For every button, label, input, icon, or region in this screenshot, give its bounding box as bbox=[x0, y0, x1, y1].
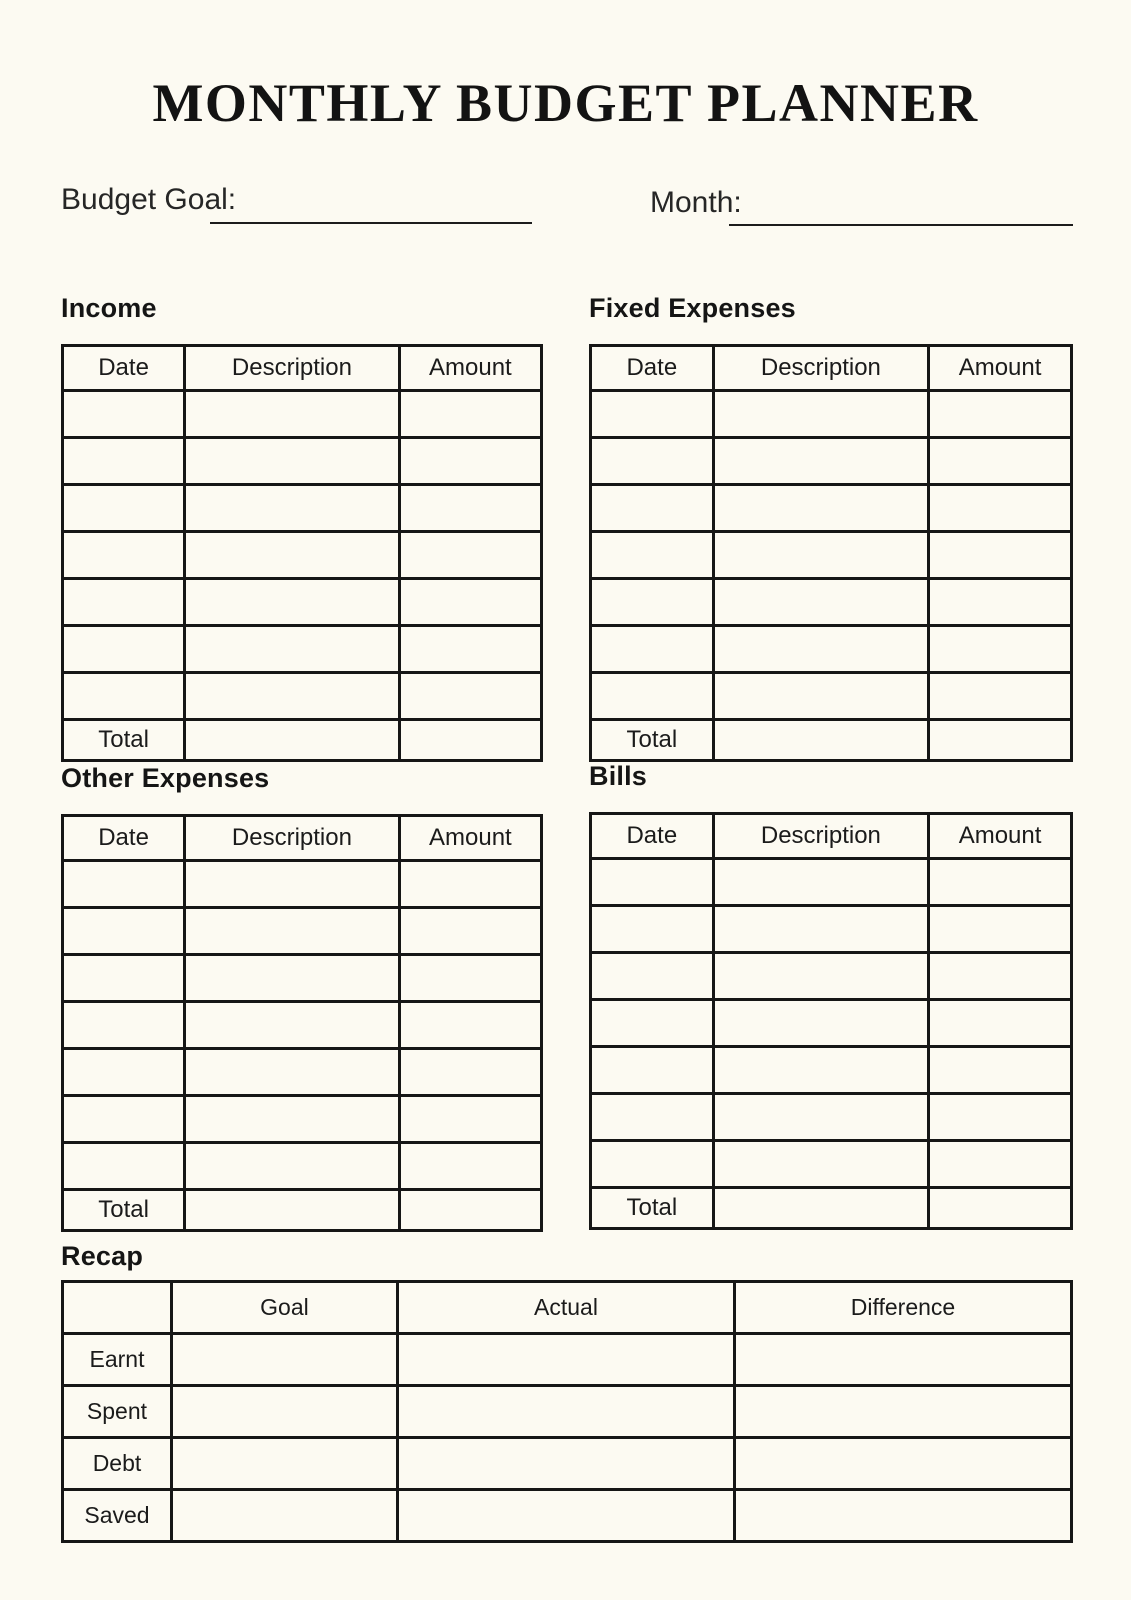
empty-entry-cell[interactable] bbox=[929, 532, 1072, 579]
empty-entry-cell[interactable] bbox=[63, 1002, 185, 1049]
recap-spent-difference-cell[interactable] bbox=[734, 1386, 1071, 1438]
empty-entry-cell[interactable] bbox=[399, 438, 541, 485]
recap-heading: Recap bbox=[61, 1241, 144, 1271]
empty-entry-cell[interactable] bbox=[399, 532, 541, 579]
empty-entry-cell[interactable] bbox=[591, 1141, 714, 1188]
other-expenses-col-description: Description bbox=[185, 816, 400, 861]
bills-section bbox=[589, 760, 1073, 1230]
empty-entry-cell[interactable] bbox=[185, 908, 400, 955]
empty-entry-cell[interactable] bbox=[929, 1141, 1072, 1188]
empty-entry-cell[interactable] bbox=[929, 953, 1072, 1000]
recap-row-earnt-label: Earnt bbox=[63, 1334, 172, 1386]
empty-entry-cell[interactable] bbox=[185, 1002, 400, 1049]
empty-entry-row bbox=[63, 438, 542, 485]
other-expenses-section bbox=[61, 762, 543, 1232]
empty-entry-cell[interactable] bbox=[929, 906, 1072, 953]
recap-saved-actual-cell[interactable] bbox=[397, 1490, 734, 1542]
recap-row-spent bbox=[63, 1386, 1072, 1438]
empty-entry-cell[interactable] bbox=[399, 579, 541, 626]
empty-entry-cell[interactable] bbox=[63, 1049, 185, 1096]
other-expenses-total-description-cell[interactable] bbox=[185, 1190, 400, 1231]
empty-entry-cell[interactable] bbox=[185, 438, 400, 485]
recap-debt-actual-cell[interactable] bbox=[397, 1438, 734, 1490]
recap-debt-difference-cell[interactable] bbox=[734, 1438, 1071, 1490]
budget-goal-input-line[interactable] bbox=[210, 186, 532, 224]
income-total-amount-cell[interactable] bbox=[399, 720, 541, 761]
empty-entry-cell[interactable] bbox=[399, 673, 541, 720]
empty-entry-cell[interactable] bbox=[399, 391, 541, 438]
empty-entry-cell[interactable] bbox=[63, 1096, 185, 1143]
bills-heading: Bills bbox=[589, 761, 648, 791]
empty-entry-row bbox=[63, 908, 542, 955]
income-col-date: Date bbox=[63, 346, 185, 391]
empty-entry-cell[interactable] bbox=[591, 579, 714, 626]
income-heading: Income bbox=[61, 293, 157, 323]
empty-entry-row bbox=[63, 626, 542, 673]
empty-entry-cell[interactable] bbox=[591, 532, 714, 579]
empty-entry-row bbox=[63, 861, 542, 908]
empty-entry-cell[interactable] bbox=[399, 1049, 541, 1096]
recap-saved-goal-cell[interactable] bbox=[171, 1490, 397, 1542]
empty-entry-row bbox=[591, 579, 1072, 626]
bills-total-label: Total bbox=[591, 1188, 714, 1229]
fixed-expenses-header-row bbox=[591, 346, 1072, 391]
empty-entry-cell[interactable] bbox=[399, 1096, 541, 1143]
empty-entry-cell[interactable] bbox=[399, 1143, 541, 1190]
empty-entry-row bbox=[63, 391, 542, 438]
empty-entry-row bbox=[63, 485, 542, 532]
empty-entry-cell[interactable] bbox=[63, 1143, 185, 1190]
empty-entry-cell[interactable] bbox=[591, 953, 714, 1000]
empty-entry-cell[interactable] bbox=[929, 1047, 1072, 1094]
recap-row-earnt bbox=[63, 1334, 1072, 1386]
empty-entry-row bbox=[591, 1047, 1072, 1094]
empty-entry-cell[interactable] bbox=[185, 579, 400, 626]
empty-entry-cell[interactable] bbox=[591, 1000, 714, 1047]
empty-entry-cell[interactable] bbox=[713, 438, 928, 485]
other-expenses-col-amount: Amount bbox=[399, 816, 541, 861]
fixed-expenses-heading: Fixed Expenses bbox=[589, 293, 796, 323]
other-expenses-total-label: Total bbox=[63, 1190, 185, 1231]
empty-entry-cell[interactable] bbox=[713, 1000, 928, 1047]
recap-col-actual: Actual bbox=[397, 1282, 734, 1334]
recap-spent-actual-cell[interactable] bbox=[397, 1386, 734, 1438]
empty-entry-cell[interactable] bbox=[185, 861, 400, 908]
empty-entry-row bbox=[591, 438, 1072, 485]
empty-entry-cell[interactable] bbox=[63, 532, 185, 579]
month-input-line[interactable] bbox=[729, 188, 1073, 226]
empty-entry-row bbox=[591, 1094, 1072, 1141]
empty-entry-cell[interactable] bbox=[591, 1094, 714, 1141]
fixed-expenses-col-description: Description bbox=[713, 346, 928, 391]
fixed-expenses-total-row bbox=[591, 720, 1072, 761]
empty-entry-cell[interactable] bbox=[929, 1094, 1072, 1141]
empty-entry-cell[interactable] bbox=[63, 955, 185, 1002]
empty-entry-cell[interactable] bbox=[63, 673, 185, 720]
empty-entry-row bbox=[63, 579, 542, 626]
bills-col-date: Date bbox=[591, 814, 714, 859]
recap-spent-goal-cell[interactable] bbox=[171, 1386, 397, 1438]
page-title: MONTHLY BUDGET PLANNER bbox=[152, 73, 979, 133]
bills-total-amount-cell[interactable] bbox=[929, 1188, 1072, 1229]
income-section bbox=[61, 292, 543, 762]
recap-row-saved-label: Saved bbox=[63, 1490, 172, 1542]
empty-entry-cell[interactable] bbox=[713, 391, 928, 438]
empty-entry-cell[interactable] bbox=[399, 861, 541, 908]
empty-entry-cell[interactable] bbox=[63, 861, 185, 908]
empty-entry-cell[interactable] bbox=[713, 1047, 928, 1094]
empty-entry-cell[interactable] bbox=[713, 1141, 928, 1188]
empty-entry-cell[interactable] bbox=[185, 1143, 400, 1190]
empty-entry-row bbox=[591, 532, 1072, 579]
recap-saved-difference-cell[interactable] bbox=[734, 1490, 1071, 1542]
empty-entry-cell[interactable] bbox=[399, 626, 541, 673]
income-col-description: Description bbox=[185, 346, 400, 391]
income-table bbox=[61, 344, 543, 762]
empty-entry-cell[interactable] bbox=[185, 1096, 400, 1143]
empty-entry-cell[interactable] bbox=[185, 485, 400, 532]
recap-earnt-goal-cell[interactable] bbox=[171, 1334, 397, 1386]
recap-earnt-actual-cell[interactable] bbox=[397, 1334, 734, 1386]
empty-entry-cell[interactable] bbox=[929, 579, 1072, 626]
recap-col-difference: Difference bbox=[734, 1282, 1071, 1334]
bills-header-row bbox=[591, 814, 1072, 859]
recap-row-spent-label: Spent bbox=[63, 1386, 172, 1438]
recap-row-saved bbox=[63, 1490, 1072, 1542]
empty-entry-cell[interactable] bbox=[713, 906, 928, 953]
recap-table bbox=[61, 1280, 1073, 1543]
fixed-expenses-total-description-cell[interactable] bbox=[713, 720, 928, 761]
recap-section bbox=[61, 1240, 1073, 1543]
empty-entry-cell[interactable] bbox=[929, 485, 1072, 532]
other-expenses-heading: Other Expenses bbox=[61, 763, 270, 793]
income-total-label: Total bbox=[63, 720, 185, 761]
empty-entry-cell[interactable] bbox=[591, 485, 714, 532]
empty-entry-cell[interactable] bbox=[399, 955, 541, 1002]
empty-entry-cell[interactable] bbox=[929, 673, 1072, 720]
recap-row-debt bbox=[63, 1438, 1072, 1490]
empty-entry-cell[interactable] bbox=[63, 908, 185, 955]
empty-entry-row bbox=[591, 1000, 1072, 1047]
empty-entry-cell[interactable] bbox=[185, 391, 400, 438]
income-col-amount: Amount bbox=[399, 346, 541, 391]
recap-corner-cell bbox=[63, 1282, 172, 1334]
other-expenses-col-date: Date bbox=[63, 816, 185, 861]
empty-entry-row bbox=[591, 953, 1072, 1000]
empty-entry-cell[interactable] bbox=[185, 1049, 400, 1096]
recap-debt-goal-cell[interactable] bbox=[171, 1438, 397, 1490]
empty-entry-row bbox=[591, 673, 1072, 720]
empty-entry-cell[interactable] bbox=[591, 391, 714, 438]
fixed-expenses-col-amount: Amount bbox=[929, 346, 1072, 391]
bills-total-row bbox=[591, 1188, 1072, 1229]
empty-entry-cell[interactable] bbox=[713, 485, 928, 532]
empty-entry-cell[interactable] bbox=[185, 626, 400, 673]
empty-entry-row bbox=[591, 626, 1072, 673]
empty-entry-cell[interactable] bbox=[591, 859, 714, 906]
empty-entry-row bbox=[63, 673, 542, 720]
empty-entry-cell[interactable] bbox=[713, 673, 928, 720]
empty-entry-row bbox=[63, 1096, 542, 1143]
empty-entry-row bbox=[63, 1143, 542, 1190]
empty-entry-row bbox=[63, 1049, 542, 1096]
empty-entry-cell[interactable] bbox=[591, 438, 714, 485]
empty-entry-cell[interactable] bbox=[929, 391, 1072, 438]
empty-entry-cell[interactable] bbox=[713, 532, 928, 579]
empty-entry-cell[interactable] bbox=[929, 1000, 1072, 1047]
month-label: Month: bbox=[650, 186, 742, 219]
fixed-expenses-total-amount-cell[interactable] bbox=[929, 720, 1072, 761]
budget-goal-label: Budget Goal: bbox=[61, 183, 237, 216]
empty-entry-cell[interactable] bbox=[63, 579, 185, 626]
empty-entry-row bbox=[63, 955, 542, 1002]
empty-entry-row bbox=[591, 1141, 1072, 1188]
recap-earnt-difference-cell[interactable] bbox=[734, 1334, 1071, 1386]
empty-entry-cell[interactable] bbox=[63, 485, 185, 532]
income-header-row bbox=[63, 346, 542, 391]
empty-entry-cell[interactable] bbox=[185, 955, 400, 1002]
empty-entry-cell[interactable] bbox=[63, 438, 185, 485]
empty-entry-row bbox=[63, 532, 542, 579]
other-expenses-total-amount-cell[interactable] bbox=[399, 1190, 541, 1231]
empty-entry-row bbox=[591, 485, 1072, 532]
bills-table bbox=[589, 812, 1073, 1230]
recap-header-row bbox=[63, 1282, 1072, 1334]
empty-entry-cell[interactable] bbox=[713, 859, 928, 906]
other-expenses-total-row bbox=[63, 1190, 542, 1231]
empty-entry-cell[interactable] bbox=[591, 906, 714, 953]
empty-entry-row bbox=[63, 1002, 542, 1049]
empty-entry-cell[interactable] bbox=[185, 673, 400, 720]
empty-entry-cell[interactable] bbox=[185, 532, 400, 579]
fixed-expenses-col-date: Date bbox=[591, 346, 714, 391]
empty-entry-row bbox=[591, 859, 1072, 906]
empty-entry-cell[interactable] bbox=[929, 859, 1072, 906]
empty-entry-cell[interactable] bbox=[713, 953, 928, 1000]
empty-entry-cell[interactable] bbox=[399, 1002, 541, 1049]
empty-entry-cell[interactable] bbox=[929, 438, 1072, 485]
bills-col-description: Description bbox=[713, 814, 928, 859]
recap-row-debt-label: Debt bbox=[63, 1438, 172, 1490]
empty-entry-cell[interactable] bbox=[591, 673, 714, 720]
income-total-description-cell[interactable] bbox=[185, 720, 400, 761]
empty-entry-cell[interactable] bbox=[591, 1047, 714, 1094]
bills-total-description-cell[interactable] bbox=[713, 1188, 928, 1229]
income-total-row bbox=[63, 720, 542, 761]
empty-entry-cell[interactable] bbox=[399, 485, 541, 532]
empty-entry-cell[interactable] bbox=[929, 626, 1072, 673]
empty-entry-cell[interactable] bbox=[63, 626, 185, 673]
empty-entry-cell[interactable] bbox=[63, 391, 185, 438]
fixed-expenses-table bbox=[589, 344, 1073, 762]
empty-entry-cell[interactable] bbox=[591, 626, 714, 673]
empty-entry-cell[interactable] bbox=[713, 626, 928, 673]
other-expenses-table bbox=[61, 814, 543, 1232]
empty-entry-cell[interactable] bbox=[399, 908, 541, 955]
empty-entry-cell[interactable] bbox=[713, 1094, 928, 1141]
recap-col-goal: Goal bbox=[171, 1282, 397, 1334]
empty-entry-row bbox=[591, 391, 1072, 438]
fixed-expenses-total-label: Total bbox=[591, 720, 714, 761]
empty-entry-row bbox=[591, 906, 1072, 953]
empty-entry-cell[interactable] bbox=[713, 579, 928, 626]
bills-col-amount: Amount bbox=[929, 814, 1072, 859]
fixed-expenses-section bbox=[589, 292, 1073, 762]
other-expenses-header-row bbox=[63, 816, 542, 861]
